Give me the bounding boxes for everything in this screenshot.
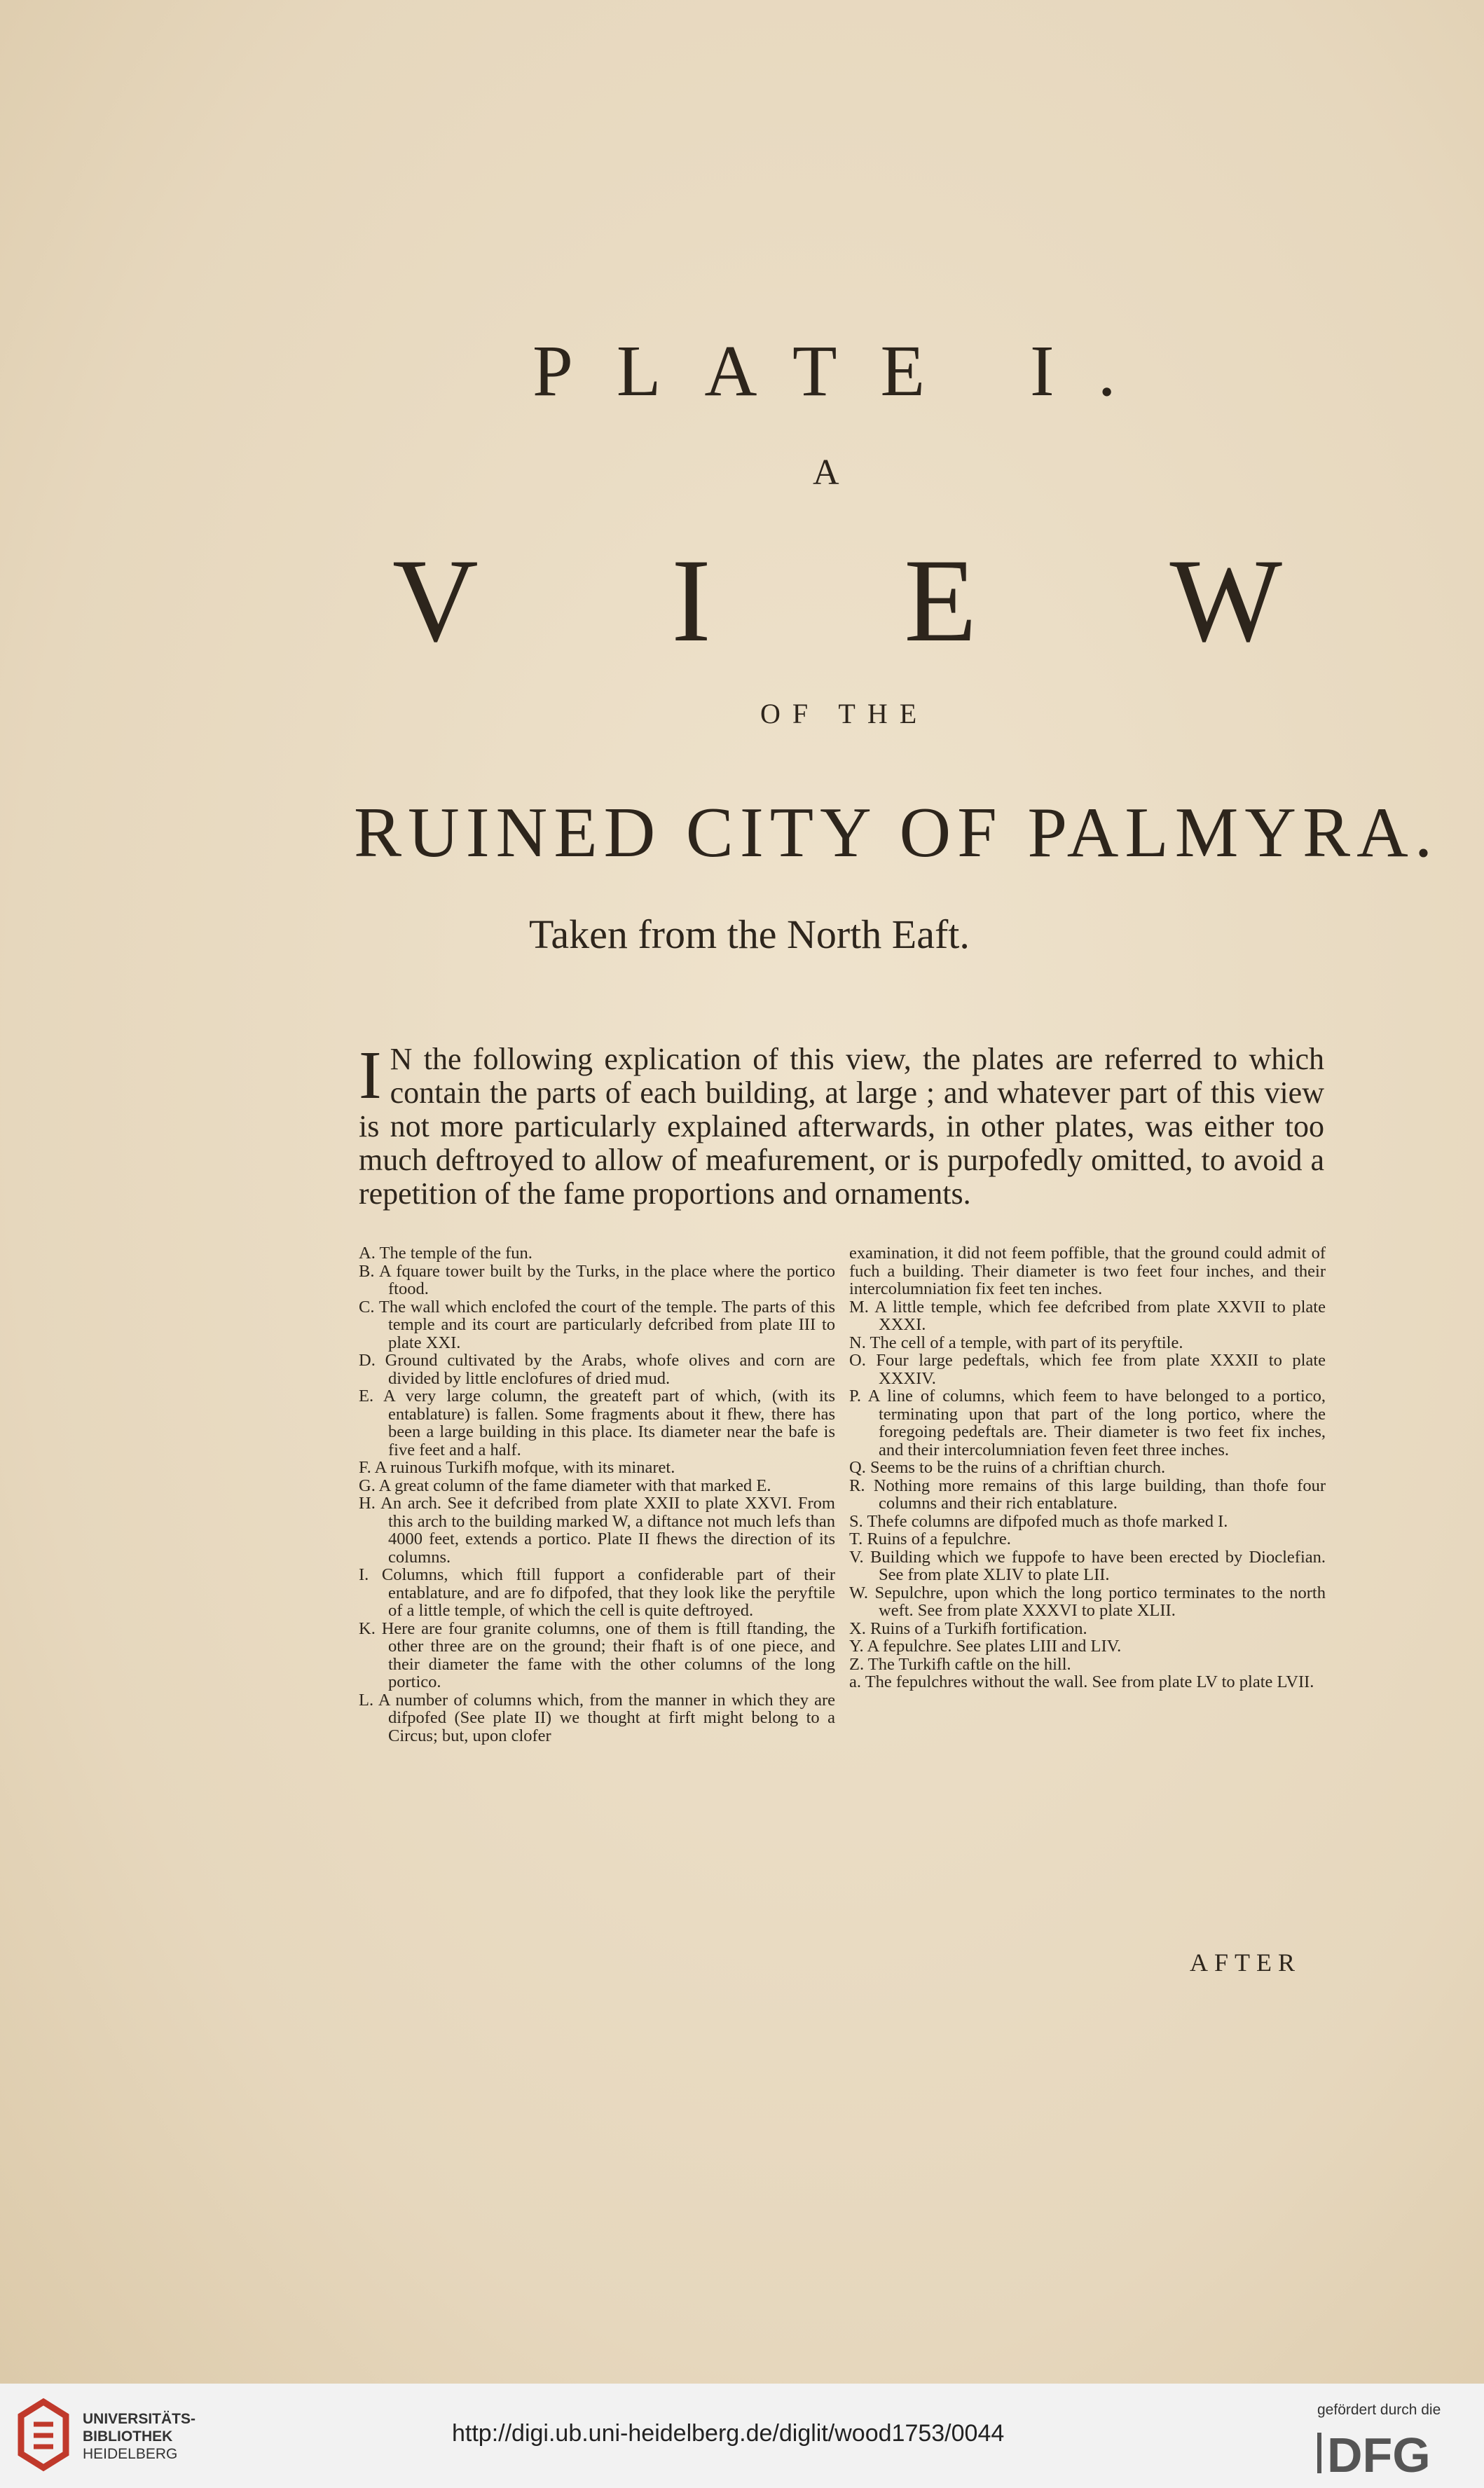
legend-key: Y.	[849, 1637, 864, 1656]
legend-entry	[849, 1477, 1326, 1513]
legend-entry	[849, 1548, 1326, 1584]
legend-key: L.	[359, 1690, 374, 1710]
legend-entry	[849, 1334, 1326, 1352]
legend-text: Building which we fuppofe to have been erected by Dioclefian. See from plate XLIV to plate LII.	[870, 1547, 1326, 1584]
legend-text: A line of columns, which feem to have belonged to a portico, terminating upon that part of the long portico, where the foregoing pedeftals are. Their diameter is two feet fix inches, and their intercolumniation feven feet three inches.	[867, 1387, 1326, 1459]
legend-entry	[849, 1387, 1326, 1459]
legend-key: N.	[849, 1333, 866, 1352]
drop-cap: I	[359, 1038, 382, 1113]
legend-text: Here are four granite columns, one of them is ftill ftanding, the other three are on the ground; their fhaft is of one piece, and their diameter the fame with the other columns of the long portico.	[381, 1618, 835, 1691]
legend-entry	[849, 1620, 1326, 1638]
legend-right-column	[849, 1244, 1326, 1745]
legend-key: T.	[849, 1530, 863, 1548]
legend-text: Nothing more remains of this large building, than thofe four columns and their rich entablature.	[873, 1476, 1326, 1513]
legend-left-column	[359, 1244, 835, 1745]
legend-text: The temple of the fun.	[379, 1244, 533, 1263]
legend-key: K.	[359, 1618, 376, 1638]
legend-text: Thefe columns are difpofed much as thofe marked I.	[867, 1511, 1228, 1531]
legend-entry	[359, 1620, 835, 1691]
legend-entry	[359, 1691, 835, 1745]
legend-key: F.	[359, 1458, 371, 1477]
plate-title: PLATE I.	[533, 331, 1160, 411]
view-letter: V	[392, 535, 479, 666]
legend-entry	[359, 1298, 835, 1352]
title-view	[392, 532, 1282, 669]
title-subtitle: Taken from the North Eaft.	[529, 912, 970, 957]
legend-text: Columns, which ftill fupport a confiderable part of their entablature, and are fo difpofed, that they look like the peryftile of a little temple, of which the cell is quite deftroyed.	[381, 1565, 836, 1620]
legend-key: Z.	[849, 1654, 865, 1674]
legend-key: V.	[849, 1547, 864, 1567]
legend-text: An arch. See it defcribed from plate XXII to plate XXVI. From this arch to the building marked W, a diftance not much lefs than 4000 feet, extends a portico. Plate II fhews the direction of its columns.	[380, 1494, 835, 1567]
legend-text: Sepulchre, upon which the long portico terminates to the north weft. See from plate XXXVI to plate XLII.	[874, 1583, 1326, 1620]
legend-entry	[849, 1459, 1326, 1477]
legend-key: B.	[359, 1261, 375, 1281]
legend-entry	[359, 1244, 835, 1263]
legend-entry	[849, 1584, 1326, 1620]
legend-text: A great column of the fame diameter with that marked E.	[378, 1476, 771, 1495]
legend-text: A little temple, which fee defcribed from plate XXVII to plate XXXI.	[874, 1297, 1326, 1334]
library-name: UNIVERSITÄTS- BIBLIOTHEK HEIDELBERG	[83, 2411, 196, 2462]
legend-entry	[849, 1352, 1326, 1387]
legend-text: The fepulchres without the wall. See from plate LV to plate LVII.	[865, 1672, 1314, 1691]
legend-text: The cell of a temple, with part of its peryftile.	[870, 1333, 1183, 1352]
legend-entry	[359, 1352, 835, 1387]
legend-entry	[359, 1477, 835, 1495]
legend-entry	[359, 1387, 835, 1459]
legend-text: Ruins of a fepulchre.	[867, 1530, 1011, 1548]
legend-key: A.	[359, 1244, 376, 1263]
legend-text: A number of columns which, from the manner in which they are difpofed (See plate II) we thought at firft might belong to a Circus; but, upon clofer	[378, 1690, 835, 1745]
view-letter: E	[904, 535, 977, 666]
legend-entry	[849, 1637, 1326, 1656]
dfg-logo-icon	[1317, 2427, 1461, 2477]
legend-continuation: examination, it did not feem poffible, that the ground could admit of fuch a building. Their diameter is two feet four inches, and their intercolumniation fix feet ten inches.	[849, 1244, 1326, 1298]
legend-text: A fepulchre. See plates LIII and LIV.	[867, 1637, 1122, 1656]
title-article: A	[813, 453, 839, 493]
legend-key: a.	[849, 1672, 861, 1691]
legend-key: M.	[849, 1297, 869, 1317]
legend-key: D.	[359, 1351, 376, 1370]
legend-entry	[359, 1566, 835, 1620]
legend-key: H.	[359, 1494, 376, 1513]
legend-text: Seems to be the ruins of a chriftian church.	[870, 1458, 1166, 1477]
legend-entry	[849, 1298, 1326, 1334]
legend-text: The Turkifh caftle on the hill.	[867, 1654, 1071, 1674]
legend-entry	[359, 1494, 835, 1566]
legend-text: Ground cultivated by the Arabs, whofe olives and corn are divided by little enclofures of dried mud.	[385, 1351, 835, 1388]
legend-key: I.	[359, 1565, 369, 1584]
legend-key: G.	[359, 1476, 376, 1495]
library-logo-icon	[15, 2398, 71, 2473]
legend-entry	[849, 1513, 1326, 1531]
legend-text: A very large column, the greateft part of which, (with its entablature) is fallen. Some fragments about it fhew, there has been a large building in this place. Its diameter near the bafe is five feet and a half.	[383, 1387, 835, 1459]
title-ruined-city: RUINED CITY OF PALMYRA.	[354, 793, 1439, 872]
intro-text: N the following explication of this view, the plates are referred to which contain the parts of each building, at large ; and whatever part of this view is not more particularly explained afterwards, in other plates, was either too much deftroyed to allow of meafurement, or is purpofedly omitted, to avoid a repetition of the fame proportions and ornaments.	[359, 1042, 1324, 1211]
legend-key: W.	[849, 1583, 869, 1602]
legend-entry	[849, 1656, 1326, 1674]
legend-entry	[849, 1673, 1326, 1691]
legend-text: The wall which enclofed the court of the temple. The parts of this temple and its court are particularly defcribed from plate III to plate XXI.	[378, 1297, 835, 1352]
legend-key: P.	[849, 1387, 862, 1405]
catchword: AFTER	[1190, 1949, 1302, 1977]
legend-columns	[359, 1244, 1326, 1745]
view-letter: W	[1169, 535, 1282, 666]
permalink-url[interactable]: http://digi.ub.uni-heidelberg.de/diglit/wood1753/0044	[452, 2420, 1005, 2447]
legend-text: A fquare tower built by the Turks, in the place where the portico ftood.	[379, 1261, 835, 1298]
legend-entry	[359, 1263, 835, 1298]
legend-key: O.	[849, 1351, 866, 1370]
legend-key: E.	[359, 1387, 374, 1405]
view-letter: I	[671, 535, 711, 666]
legend-entry	[849, 1530, 1326, 1548]
funding-label: gefördert durch die	[1317, 2402, 1441, 2418]
intro-paragraph	[359, 1038, 1324, 1211]
legend-key: C.	[359, 1297, 375, 1317]
legend-key: X.	[849, 1618, 866, 1638]
dfg-wordmark: DFG	[1327, 2428, 1431, 2477]
legend-key: Q.	[849, 1458, 866, 1477]
legend-key: S.	[849, 1511, 863, 1531]
legend-text: A ruinous Turkifh mofque, with its minaret.	[374, 1458, 675, 1477]
legend-entry	[359, 1459, 835, 1477]
legend-text: Four large pedeftals, which fee from plate XXXII to plate XXXIV.	[876, 1351, 1326, 1388]
legend-text: Ruins of a Turkifh fortification.	[870, 1618, 1087, 1638]
legend-key: R.	[849, 1476, 865, 1495]
digitization-footer	[0, 2384, 1484, 2488]
title-of-the: OF THE	[760, 698, 929, 729]
legend-right-entries	[849, 1298, 1326, 1691]
